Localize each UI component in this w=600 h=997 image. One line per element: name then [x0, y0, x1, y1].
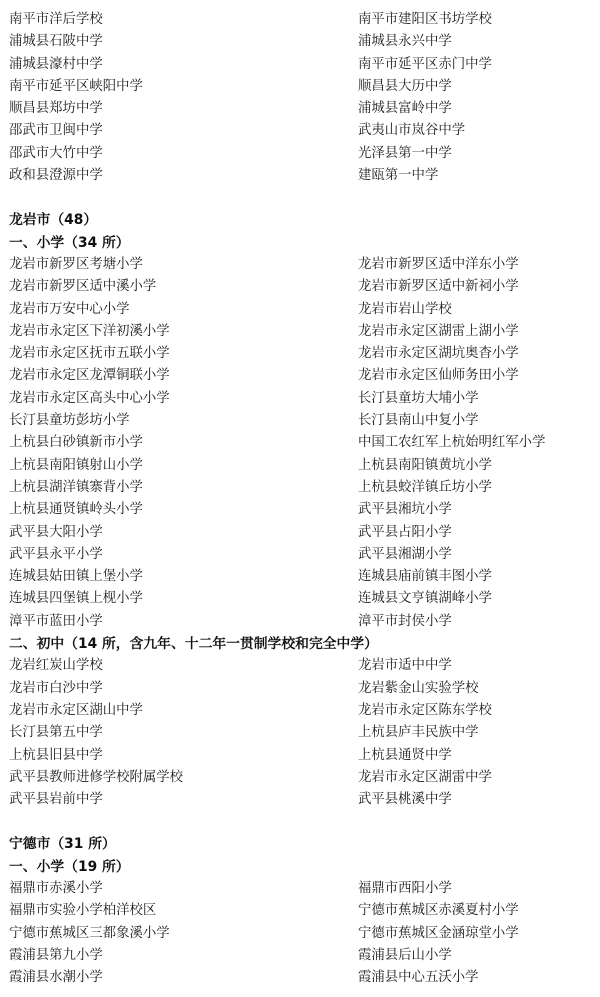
school-row [9, 254, 593, 276]
school-name-left: 顺昌县郑坊中学 [9, 101, 103, 117]
school-row [9, 477, 593, 499]
school-name-right: 龙岩市永定区仙师务田小学 [358, 368, 519, 384]
school-row [9, 544, 593, 566]
school-name-right: 上杭县南阳镇黄坑小学 [358, 457, 492, 473]
school-name-left: 龙岩市新罗区适中溪小学 [9, 279, 157, 295]
school-name-left: 武平县大阳小学 [9, 524, 103, 540]
school-name-left: 龙岩市永定区高头中心小学 [9, 390, 170, 406]
school-name-left: 漳平市蓝田小学 [9, 613, 103, 629]
school-row [9, 343, 593, 365]
school-name-right: 龙岩市新罗区适中洋东小学 [358, 256, 519, 272]
school-row [9, 365, 593, 387]
school-name-right: 龙岩市适中中学 [358, 658, 452, 674]
school-name-right: 连城县庙前镇丰图小学 [358, 569, 492, 585]
school-name-left: 霞浦县第九小学 [9, 947, 103, 963]
school-name-left: 上杭县南阳镇射山小学 [9, 457, 143, 473]
school-name-left: 武平县永平小学 [9, 546, 103, 562]
school-row [9, 878, 593, 900]
school-row [9, 522, 593, 544]
school-name-left: 霞浦县水潮小学 [9, 970, 103, 986]
school-name-left: 龙岩市永定区抚市五联小学 [9, 346, 170, 362]
school-name-right: 上杭县通贤中学 [358, 747, 452, 763]
school-row [9, 31, 593, 53]
school-name-left: 南平市洋后学校 [9, 12, 103, 27]
school-name-left: 龙岩市万安中心小学 [9, 301, 130, 317]
school-row [9, 276, 593, 298]
school-name-left: 浦城县石陂中学 [9, 34, 103, 50]
school-row [9, 967, 593, 989]
document-page [9, 9, 593, 989]
school-name-left: 浦城县濠村中学 [9, 56, 103, 72]
school-row [9, 455, 593, 477]
school-name-left: 长汀县第五中学 [9, 725, 103, 741]
school-row [9, 655, 593, 677]
school-name-left: 龙岩市新罗区考塘小学 [9, 256, 143, 272]
school-name-left: 武平县教师进修学校附属学校 [9, 769, 184, 785]
school-name-right: 福鼎市西阳小学 [358, 880, 452, 896]
school-name-right: 武平县湘湖小学 [358, 546, 452, 562]
school-name-left: 南平市延平区峡阳中学 [9, 78, 143, 94]
school-name-left: 邵武市卫闽中学 [9, 123, 103, 139]
school-name-right: 武平县占阳小学 [358, 524, 452, 540]
school-name-right: 龙岩市新罗区适中新祠小学 [358, 279, 519, 295]
school-row [9, 700, 593, 722]
school-name-right: 漳平市封侯小学 [358, 613, 452, 629]
school-row [9, 767, 593, 789]
school-name-right: 浦城县富岭中学 [358, 101, 452, 117]
school-name-left: 宁德市蕉城区三都象溪小学 [9, 925, 170, 941]
school-name-right: 建瓯第一中学 [358, 168, 439, 184]
category-heading: 一、小学（34 所） [9, 234, 130, 251]
school-row [9, 745, 593, 767]
school-row [9, 9, 593, 31]
school-name-left: 上杭县旧县中学 [9, 747, 103, 763]
school-name-right: 宁德市蕉城区金涵琼堂小学 [358, 925, 519, 941]
school-row [9, 945, 593, 967]
school-name-left: 龙岩红炭山学校 [9, 658, 103, 674]
school-row [9, 321, 593, 343]
school-name-right: 宁德市蕉城区赤溪夏村小学 [358, 903, 519, 919]
school-row [9, 165, 593, 187]
school-name-left: 上杭县白砂镇新市小学 [9, 435, 143, 451]
school-name-left: 龙岩市白沙中学 [9, 680, 103, 696]
school-name-right: 龙岩紫金山实验学校 [358, 680, 479, 696]
school-name-left: 龙岩市永定区龙潭铜联小学 [9, 368, 170, 384]
school-name-right: 龙岩市岩山学校 [358, 301, 452, 317]
city-heading: 宁德市（31 所） [9, 836, 116, 853]
school-row [9, 923, 593, 945]
school-name-left: 上杭县通贤镇岭头小学 [9, 502, 143, 518]
school-name-right: 浦城县永兴中学 [358, 34, 452, 50]
school-name-right: 长汀县南山中复小学 [358, 413, 479, 429]
school-row [9, 789, 593, 811]
school-name-left: 龙岩市永定区下洋初溪小学 [9, 323, 170, 339]
school-row [9, 120, 593, 142]
school-row [9, 98, 593, 120]
school-name-left: 邵武市大竹中学 [9, 145, 103, 161]
section-gap [9, 811, 593, 833]
category-heading: 二、初中（14 所，含九年、十二年一贯制学校和完全中学） [9, 636, 378, 653]
section-gap [9, 187, 593, 209]
school-row [9, 566, 593, 588]
school-name-right: 顺昌县大历中学 [358, 78, 452, 94]
school-row [9, 678, 593, 700]
school-name-right: 霞浦县后山小学 [358, 947, 452, 963]
school-row [9, 388, 593, 410]
school-name-right: 长汀县童坊大埔小学 [358, 390, 479, 406]
school-row [9, 54, 593, 76]
school-name-right: 南平市延平区赤门中学 [358, 56, 492, 72]
city-heading: 龙岩市（48） [9, 212, 98, 229]
school-name-right: 龙岩市永定区湖坑奥杳小学 [358, 346, 519, 362]
school-name-right: 龙岩市永定区湖雷中学 [358, 769, 492, 785]
school-row [9, 499, 593, 521]
school-name-right: 中国工农红军上杭始明红军小学 [358, 435, 546, 451]
school-name-left: 福鼎市实验小学柏洋校区 [9, 903, 157, 919]
school-name-left: 长汀县童坊彭坊小学 [9, 413, 130, 429]
school-row [9, 299, 593, 321]
school-name-right: 龙岩市永定区陈东学校 [358, 702, 492, 718]
school-name-left: 武平县岩前中学 [9, 792, 103, 808]
school-name-left: 政和县澄源中学 [9, 168, 103, 184]
school-row [9, 76, 593, 98]
school-row [9, 722, 593, 744]
school-name-right: 武平县湘坑小学 [358, 502, 452, 518]
school-name-right: 连城县文亨镇湖峰小学 [358, 591, 492, 607]
school-row [9, 143, 593, 165]
school-name-left: 福鼎市赤溪小学 [9, 880, 103, 896]
school-name-left: 上杭县湖洋镇寨背小学 [9, 479, 143, 495]
school-row [9, 900, 593, 922]
school-name-right: 上杭县庐丰民族中学 [358, 725, 479, 741]
school-name-right: 南平市建阳区书坊学校 [358, 12, 492, 27]
school-name-left: 连城县四堡镇上枧小学 [9, 591, 143, 607]
school-name-left: 连城县姑田镇上堡小学 [9, 569, 143, 585]
school-name-right: 武平县桃溪中学 [358, 792, 452, 808]
school-row [9, 588, 593, 610]
school-name-right: 武夷山市岚谷中学 [358, 123, 466, 139]
school-name-right: 霞浦县中心五沃小学 [358, 970, 479, 986]
category-heading: 一、小学（19 所） [9, 858, 130, 875]
school-row [9, 432, 593, 454]
school-name-right: 上杭县蛟洋镇丘坊小学 [358, 479, 492, 495]
school-row [9, 611, 593, 633]
school-name-left: 龙岩市永定区湖山中学 [9, 702, 143, 718]
school-name-right: 龙岩市永定区湖雷上湖小学 [358, 323, 519, 339]
school-row [9, 410, 593, 432]
school-name-right: 光泽县第一中学 [358, 145, 452, 161]
